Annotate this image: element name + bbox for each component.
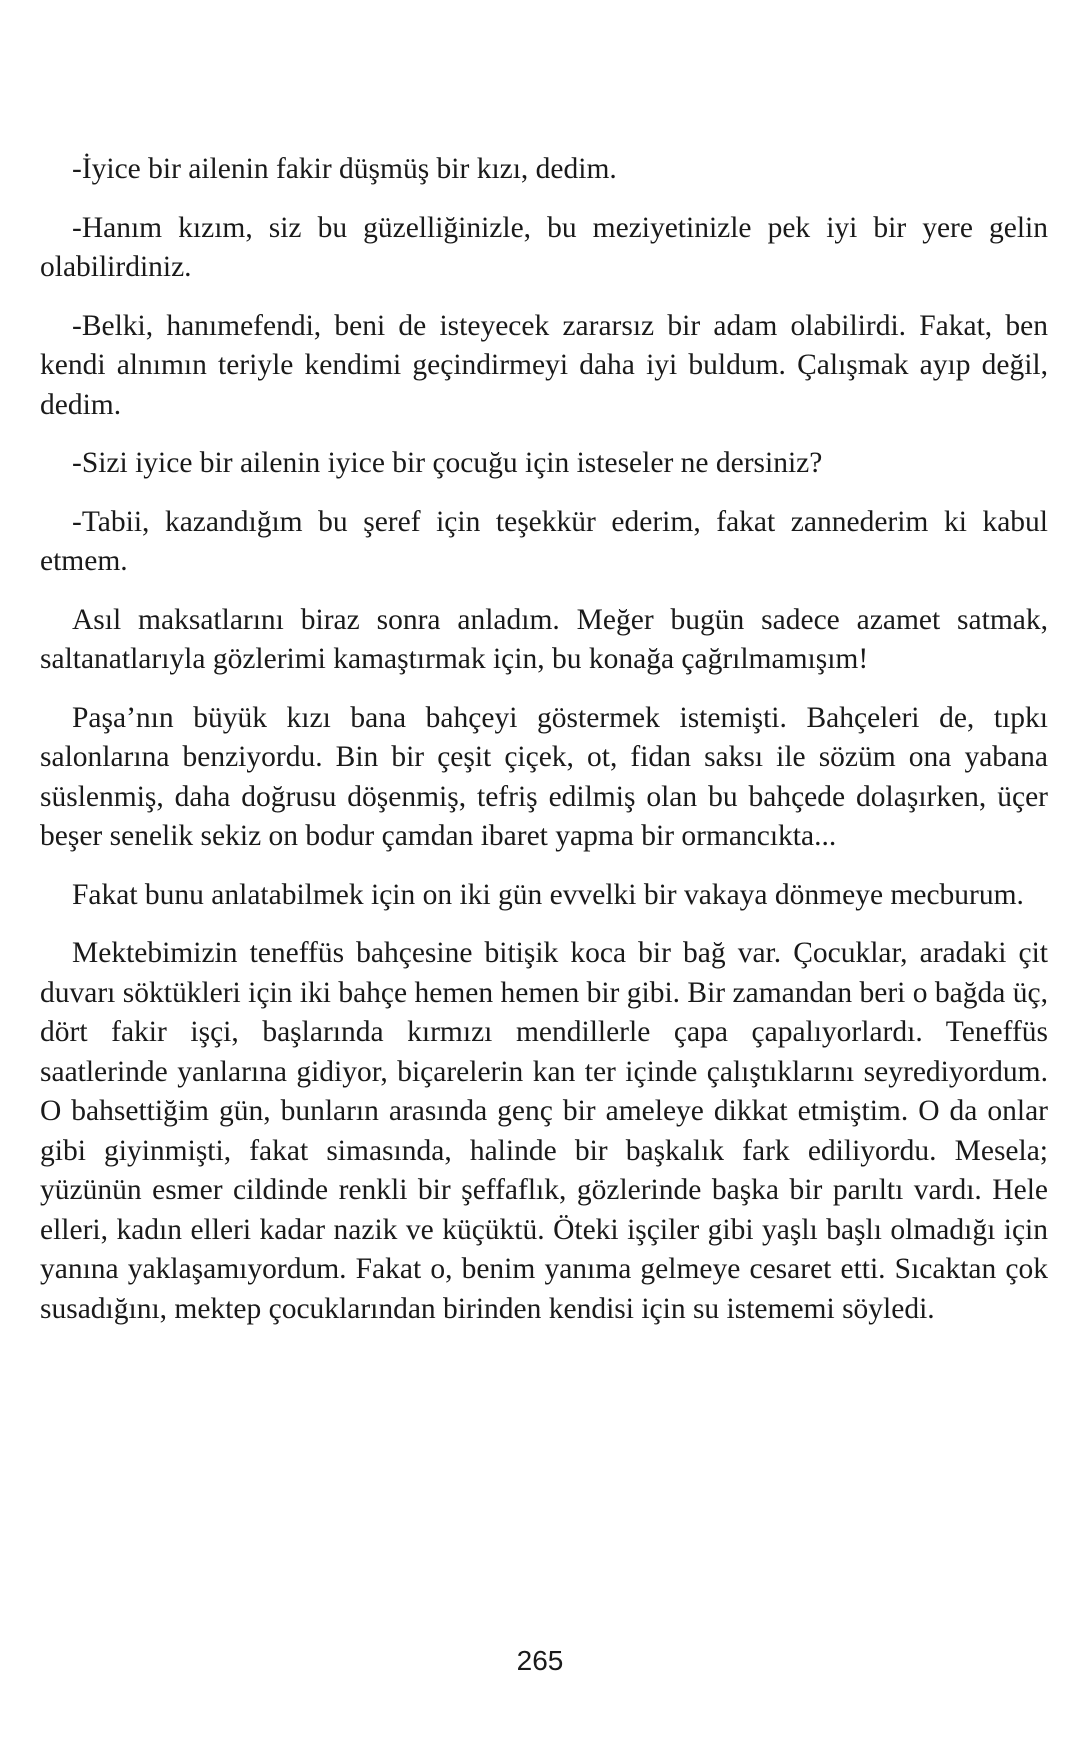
paragraph-3: -Belki, hanımefendi, beni de isteyecek zararsız bir adam olabilirdi. Fakat, ben kendi alnımın teriyle kendimi geçindirmeyi daha iyi buldum. Çalışmak ayıp değil, dedim.: [40, 309, 1048, 421]
paragraph-5: -Tabii, kazandığım bu şeref için teşekkür ederim, fakat zannederim ki kabul etmem.: [40, 505, 1048, 577]
paragraph-7: Paşa’nın büyük kızı bana bahçeyi göstermek istemişti. Bahçeleri de, tıpkı salonlarına benziyordu. Bin bir çeşit çiçek, ot, fidan saksı ile sözüm ona yabana süslenmiş, daha doğrusu döşenmiş, tefriş edilmiş olan bu bahçede dolaşırken, üçer beşer senelik sekiz on bodur çamdan ibaret yapma bir ormancıkta...: [40, 701, 1048, 852]
paragraph-2: -Hanım kızım, siz bu güzelliğinizle, bu meziyetinizle pek iyi bir yere gelin olabilirdiniz.: [40, 211, 1048, 283]
paragraph-1: -İyice bir ailenin fakir düşmüş bir kızı, dedim.: [72, 153, 617, 185]
paragraph-9: Mektebimizin teneffüs bahçesine bitişik koca bir bağ var. Çocuklar, aradaki çit duvarı söktükleri için iki bahçe hemen hemen bir gibi. Bir zamandan beri o bağda üç, dört fakir işçi, başlarında kırmızı mendillerle çapa çapalıyorlardı. Teneffüs saatlerinde yanlarına gidiyor, biçarelerin kan ter içinde çalıştıklarını seyrediyordum. O bahsettiğim gün, bunların arasında genç bir ameleye dikkat etmiştim. O da onlar gibi giyinmişti, fakat simasında, halinde bir başkalık fark ediliyordu. Mesela; yüzünün esmer cildinde renkli bir şeffaflık, gözlerinde başka bir parıltı vardı. Hele elleri, kadın elleri kadar nazik ve küçüktü. Öteki işçiler gibi yaşlı başlı olmadığı için yanına yaklaşamıyordum. Fakat o, benim yanıma gelmeye cesaret etti. Sıcaktan çok susadığını, mektep çocuklarından birinden kendisi için su istememi söyledi.: [40, 937, 1048, 1325]
paragraph-6: Asıl maksatlarını biraz sonra anladım. Meğer bugün sadece azamet satmak, saltanatlarıyla gözlerimi kamaştırmak için, bu konağa çağrılmamışım!: [40, 603, 1048, 675]
page-number: 265: [516, 1645, 564, 1676]
page-body: [40, 150, 1048, 1348]
paragraph-4: -Sizi iyice bir ailenin iyice bir çocuğu için isteseler ne dersiniz?: [72, 447, 823, 479]
paragraph-8: Fakat bunu anlatabilmek için on iki gün evvelki bir vakaya dönmeye mecburum.: [72, 878, 1024, 911]
